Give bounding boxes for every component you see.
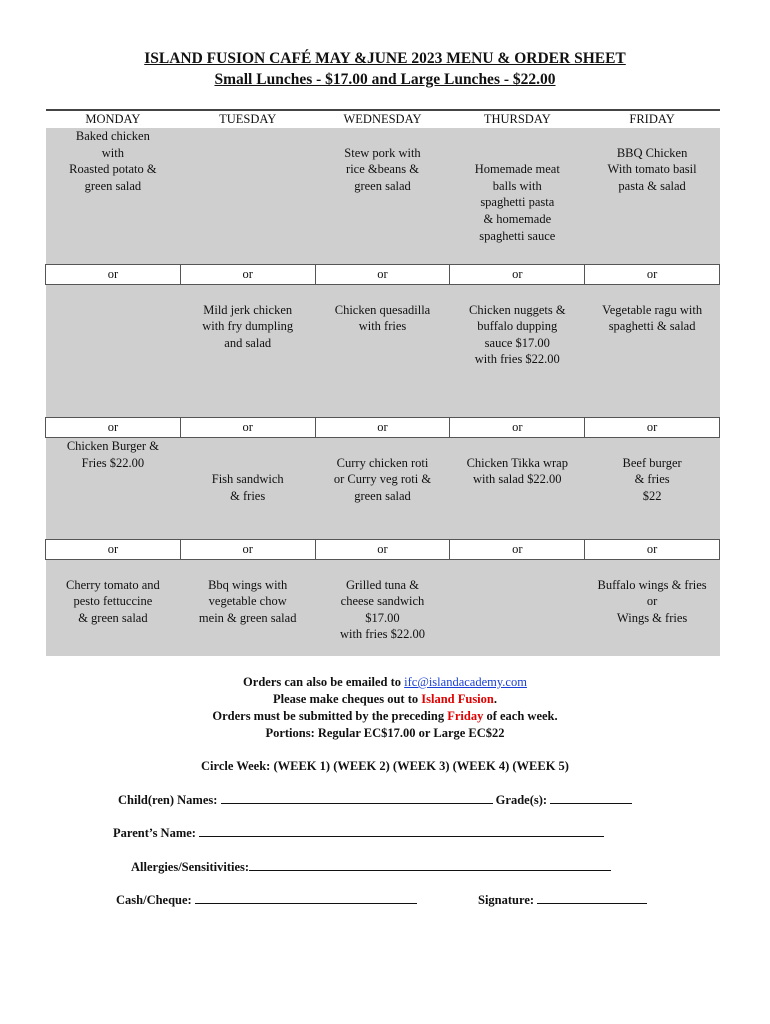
meal-line: Homemade meat [474,162,560,177]
meal-line [318,560,447,577]
meal-cell-friday[interactable] [585,438,720,540]
email-link[interactable]: ifc@islandacademy.com [404,675,527,689]
circle-week[interactable]: Circle Week: (WEEK 1) (WEEK 2) (WEEK 3) (WEEK 4) (WEEK 5) [201,759,569,773]
meal-line: Fish sandwich [211,472,284,487]
meal-line: Stew pork with [344,145,421,160]
meal-line: Fries $22.00 [81,455,145,470]
meal-line: Roasted potato & [69,162,157,177]
meal-line: mein & green salad [198,610,297,625]
meal-line: buffalo dupping [477,319,558,334]
grade-label: Grade(s): [492,793,551,807]
meal-line: with fry dumpling [202,319,294,334]
cash-cheque-field[interactable] [116,892,417,908]
meal-line: & green salad [78,610,148,625]
meal-cell-friday[interactable] [585,560,720,657]
meal-line: spaghetti pasta [480,195,555,210]
meal-line [453,128,582,145]
meal-cell-wednesday[interactable] [315,285,450,418]
meal-line: Baked chicken [75,129,150,143]
menu-subtitle-prices: Small Lunches - $17.00 and Large Lunches - $22.00 [214,71,556,88]
meal-line [588,128,717,145]
cash-cheque-label: Cash/Cheque: [116,893,195,907]
meal-cell-tuesday[interactable] [180,438,315,540]
cash-cheque-line[interactable] [195,892,417,904]
meal-line: Cherry tomato and [66,577,160,592]
or-separator-thursday: or [450,418,585,438]
meal-line [453,285,582,302]
or-separator-monday: or [46,418,181,438]
children-names-field[interactable] [118,792,632,808]
meal-line: Bbq wings with [208,577,288,592]
or-separator-tuesday: or [180,265,315,285]
meal-option-row [46,438,720,540]
or-separator-row [46,265,720,285]
email-note-prefix: Orders can also be emailed to [243,675,405,689]
meal-line: Vegetable ragu with [602,302,703,317]
meal-line: sauce $17.00 [484,335,550,350]
meal-cell-wednesday[interactable] [315,128,450,265]
meal-line: Beef burger [622,455,682,470]
children-names-line[interactable] [221,792,493,804]
meal-line [453,145,582,162]
parent-name-field[interactable] [113,825,604,841]
allergies-field[interactable] [131,859,611,875]
meal-line: spaghetti & salad [608,319,696,334]
meal-line: green salad [354,488,411,503]
or-separator-friday: or [585,265,720,285]
meal-cell-tuesday[interactable] [180,128,315,265]
or-separator-thursday: or [450,540,585,560]
parent-name-label: Parent’s Name: [113,826,200,840]
signature-line[interactable] [537,892,647,904]
meal-line: Chicken Tikka wrap [466,455,568,470]
meal-line: Grilled tuna & [346,577,419,592]
menu-title: ISLAND FUSION CAFÉ MAY &JUNE 2023 MENU & ORDER SHEET [144,50,626,67]
meal-line [318,438,447,455]
meal-line [588,438,717,455]
day-header-wednesday: WEDNESDAY [315,110,450,128]
or-separator-wednesday: or [315,540,450,560]
meal-line: balls with [492,178,542,193]
meal-line: or [646,594,658,609]
meal-cell-thursday[interactable] [450,128,585,265]
meal-line: vegetable chow [208,594,287,609]
signature-label: Signature: [478,893,538,907]
meal-line: Chicken quesadilla [334,302,431,317]
meal-line: $22 [642,488,662,503]
meal-cell-monday[interactable] [46,560,181,657]
or-separator-thursday: or [450,265,585,285]
meal-line: Buffalo wings & fries [597,577,707,592]
meal-line: Mild jerk chicken [203,302,293,317]
meal-cell-tuesday[interactable] [180,285,315,418]
meal-cell-thursday[interactable] [450,438,585,540]
meal-line: & fries [230,488,266,503]
meal-line: with fries [358,319,407,334]
meal-line: with fries $22.00 [474,352,560,367]
meal-line: green salad [84,178,142,193]
meal-line: Chicken nuggets & [469,302,566,317]
or-separator-row [46,540,720,560]
meal-cell-wednesday[interactable] [315,560,450,657]
allergies-line[interactable] [249,859,611,871]
meal-line: & fries [634,472,670,487]
deadline-prefix: Orders must be submitted by the preceding [212,709,448,723]
deadline-day: Friday [447,709,484,723]
day-header-thursday: THURSDAY [450,110,585,128]
weekly-menu-table [45,109,720,656]
meal-option-row [46,128,720,265]
meal-line: & homemade [483,211,552,226]
meal-line: pasta & salad [618,178,686,193]
meal-line: with fries $22.00 [339,627,426,642]
meal-cell-monday[interactable] [46,285,181,418]
meal-line: With tomato basil [607,162,697,177]
deadline-suffix: of each week. [483,709,558,723]
meal-cell-monday[interactable] [46,438,181,540]
meal-cell-tuesday[interactable] [180,560,315,657]
meal-line: Curry chicken roti [336,455,429,470]
meal-cell-monday[interactable] [46,128,181,265]
meal-cell-friday[interactable] [585,128,720,265]
meal-line: rice &beans & [346,162,419,177]
meal-line [183,560,312,577]
meal-cell-thursday[interactable] [450,560,585,657]
day-header-friday: FRIDAY [585,110,720,128]
meal-cell-wednesday[interactable] [315,438,450,540]
day-header-row [46,110,720,128]
cheque-note-prefix: Please make cheques out to [273,692,422,706]
meal-line: BBQ Chicken [616,145,688,160]
day-header-monday: MONDAY [46,110,181,128]
or-separator-wednesday: or [315,265,450,285]
meal-line: with salad $22.00 [473,472,562,487]
meal-line [588,285,717,302]
meal-line: cheese sandwich [340,594,425,609]
meal-line: with [101,145,125,160]
meal-line [453,438,582,455]
meal-line: green salad [354,178,411,193]
meal-line: Chicken Burger & [66,439,159,453]
cheque-note [0,692,770,707]
meal-line [183,285,312,302]
meal-cell-thursday[interactable] [450,285,585,418]
meal-line: and salad [224,335,272,350]
meal-option-row [46,560,720,657]
cheque-payee: Island Fusion [421,692,494,706]
email-note [0,675,770,690]
or-separator-monday: or [46,540,181,560]
meal-cell-friday[interactable] [585,285,720,418]
allergies-label: Allergies/Sensitivities: [131,860,250,874]
meal-line: spaghetti sauce [479,228,556,243]
meal-option-row [46,285,720,418]
meal-line [588,560,717,577]
meal-line: $17.00 [365,610,400,625]
meal-line [183,455,312,472]
or-separator-tuesday: or [180,418,315,438]
meal-line: or Curry veg roti & [333,472,432,487]
or-separator-monday: or [46,265,181,285]
or-separator-wednesday: or [315,418,450,438]
meal-line: Wings & fries [616,610,688,625]
or-separator-friday: or [585,418,720,438]
or-separator-friday: or [585,540,720,560]
parent-name-line[interactable] [199,825,604,837]
meal-line [318,128,447,145]
grade-line[interactable] [550,792,632,804]
or-separator-tuesday: or [180,540,315,560]
or-separator-row [46,418,720,438]
day-header-tuesday: TUESDAY [180,110,315,128]
meal-line [183,438,312,455]
meal-line: pesto fettuccine [73,594,153,609]
cheque-note-suffix: . [493,692,497,706]
children-names-label: Child(ren) Names: [118,793,221,807]
signature-field[interactable] [478,892,647,908]
portions-note: Portions: Regular EC$17.00 or Large EC$22 [265,726,505,740]
deadline-note [0,709,770,724]
meal-line [318,285,447,302]
meal-line [49,560,178,577]
